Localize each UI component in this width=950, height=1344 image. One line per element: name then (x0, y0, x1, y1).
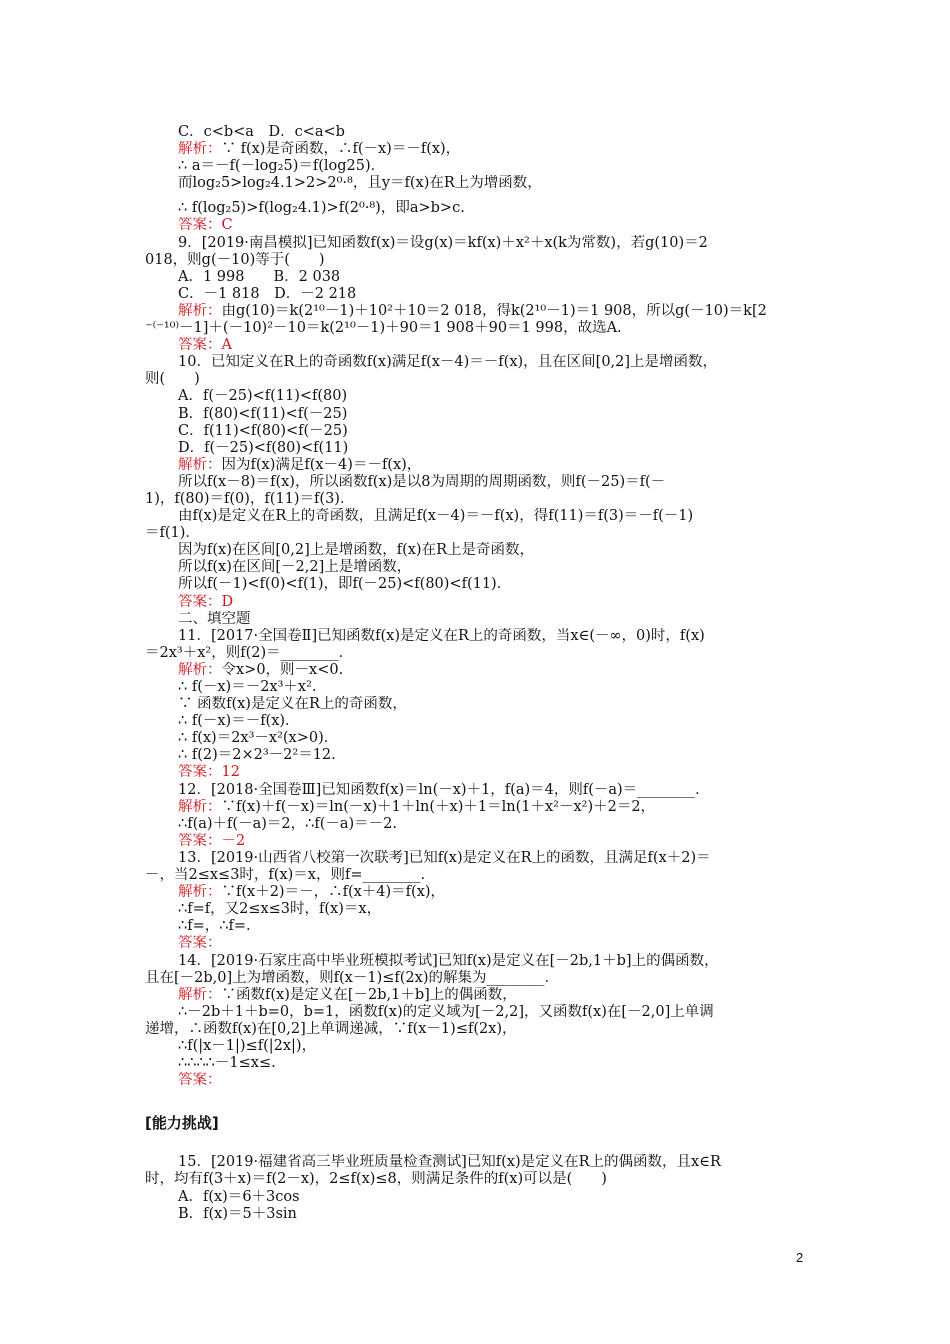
text-line: 时，均有f(3＋x)＝f(2－x)，2≤f(x)≤8，则满足条件的f(x)可以是( ) (145, 1171, 607, 1188)
text-line: A．1 998 B．2 038 (178, 268, 341, 285)
text-line: ∴f=，∴f=. (178, 918, 251, 935)
text-line: 018，则g(－10)等于( ) (145, 251, 325, 268)
text-line: 所以f(x)在区间[－2,2]上是增函数， (178, 559, 412, 576)
text-line: 所以f(x－8)＝f(x)，所以函数f(x)是以8为周期的周期函数，则f(－25)＝f(－ (178, 473, 666, 490)
text-line: 11．[2017·全国卷Ⅱ]已知函数f(x)是定义在R上的奇函数，当x∈(－∞，0)时，f(x) (178, 627, 705, 644)
document-body (145, 124, 815, 1223)
text-line: ∴ f(x)＝2x³－x²(x>0)． (178, 730, 339, 747)
text-line: 答案：A (178, 337, 232, 354)
spacer (145, 192, 815, 200)
text-line: 解析：∵f(x＋2)＝－，∴f(x＋4)＝f(x)， (178, 884, 446, 901)
text-line: ∴f=f，又2≤x≤3时，f(x)＝x， (178, 901, 382, 918)
text-line: ∴f(a)＋f(－a)＝2，∴f(－a)＝－2. (178, 815, 397, 832)
text-line: ∴ a＝－f(－log₂5)＝f(log25)． (178, 158, 386, 175)
analysis-label: 解析： (178, 798, 222, 815)
text-line: 10．已知定义在R上的奇函数f(x)满足f(x－4)＝－f(x)，且在区间[0,2]上是增函数， (178, 354, 718, 371)
text-line: B．f(80)<f(11)<f(－25) (178, 405, 348, 422)
text-line: 答案：D (178, 593, 234, 610)
text-line: 12．[2018·全国卷Ⅲ]已知函数f(x)＝ln(－x)＋1，f(a)＝4，则f(－a)＝________． (178, 781, 710, 798)
text-line: A．f(x)＝6＋3cos (178, 1188, 300, 1205)
text-line: ＝2x³＋x²，则f(2)＝________． (145, 644, 354, 661)
spacer (145, 1132, 815, 1154)
text-line: 递增，∴函数f(x)在[0,2]上单调递减，∵f(x－1)≤f(2x)， (145, 1020, 517, 1037)
section-heading: [能力挑战] (145, 1115, 219, 1133)
text-line: 而log₂5>log₂4.1>2>2⁰·⁸，且y＝f(x)在R上为增函数， (178, 175, 542, 192)
text-line: 解析：∵ f(x)是奇函数，∴f(－x)＝－f(x)， (178, 141, 461, 158)
text-line: 14．[2019·石家庄高中毕业班模拟考试]已知f(x)是定义在[－2b,1＋b]上的偶函数， (178, 952, 719, 969)
text-line: B．f(x)＝5＋3sin (178, 1205, 297, 1222)
text-line: ＝f(1)． (145, 525, 200, 542)
text-line: 9．[2019·南昌模拟]已知函数f(x)＝设g(x)＝kf(x)＋x²＋x(k为常数)，若g(10)＝2 (178, 234, 708, 251)
text-line: 答案： (178, 1072, 222, 1089)
text-line: ∵ 函数f(x)是定义在R上的奇函数， (178, 696, 407, 713)
text-line: 15．[2019·福建省高三毕业班质量检查测试]已知f(x)是定义在R上的偶函数，且x∈R (178, 1154, 721, 1171)
text-line: 答案：12 (178, 764, 240, 781)
text-line: ∴－2b＋1＋b=0，b=1，函数f(x)的定义域为[－2,2]，又函数f(x)在[－2,0]上单调 (178, 1003, 714, 1020)
text-line: 解析：∵f(x)＋f(－x)＝ln(－x)＋1＋ln(＋x)＋1＝ln(1＋x²－x²)＋2＝2， (178, 798, 656, 815)
page-number: 2 (796, 1250, 804, 1265)
text-line: ∴ f(2)＝2×2³－2²＝12. (178, 747, 336, 764)
text-line: 则( ) (145, 371, 200, 388)
text-line: ⁻⁽⁻¹⁰⁾－1]＋(－10)²－10＝k(2¹⁰－1)＋90＝1 908＋90＝1 998，故选A. (145, 320, 622, 337)
text-line: 因为f(x)在区间[0,2]上是增函数，f(x)在R上是奇函数， (178, 542, 535, 559)
text-line: 13．[2019·山西省八校第一次联考]已知f(x)是定义在R上的函数，且满足f(x＋2)＝ (178, 849, 711, 866)
text-line: ∴∴∴∴－1≤x≤. (178, 1055, 276, 1072)
text-line: C．f(11)<f(80)<f(－25) (178, 422, 348, 439)
analysis-label: 解析： (178, 884, 222, 901)
text-line: 答案：－2 (178, 832, 246, 849)
text-line: 且在[－2b,0]上为增函数，则f(x－1)≤f(2x)的解集为________． (145, 969, 559, 986)
text-line: 解析：由g(10)＝k(2¹⁰－1)＋10²＋10＝2 018，得k(2¹⁰－1)＝1 908，所以g(－10)＝k[2 (178, 302, 767, 319)
spacer (145, 1089, 815, 1111)
text-line: ∴ f(log₂5)>f(log₂4.1)>f(2⁰·⁸)，即a>b>c. (178, 200, 465, 217)
text-line: －，当2≤x≤3时，f(x)＝x，则f=________. (145, 867, 426, 884)
text-line: 二、填空题 (178, 610, 251, 627)
text-line: ∴ f(－x)＝－2x³＋x². (178, 679, 317, 695)
text-line: ∴f(|x－1|)≤f(|2x|)， (178, 1037, 317, 1054)
text-line: 解析：令x>0，则－x<0. (178, 661, 344, 678)
analysis-label: 解析： (178, 141, 222, 158)
text-line: 由f(x)是定义在R上的奇函数，且满足f(x－4)＝－f(x)，得f(11)＝f(3)＝－f(－1) (178, 508, 694, 525)
text-line: D．f(－25)<f(80)<f(11) (178, 439, 349, 456)
text-line: C．－1 818 D．－2 218 (178, 285, 357, 302)
text-line: 解析：∵函数f(x)是定义在[－2b,1＋b]上的偶函数， (178, 986, 517, 1003)
text-line: 所以f(－1)<f(0)<f(1)，即f(－25)<f(80)<f(11)． (178, 576, 512, 593)
text-line: 答案： (178, 935, 222, 952)
analysis-label: 解析： (178, 986, 222, 1003)
analysis-label: 解析： (178, 456, 222, 473)
text-line: ∴ f(－x)＝－f(x)． (178, 713, 300, 730)
text-line: 1)，f(80)＝f(0)，f(11)＝f(3)． (145, 490, 355, 507)
text-line: C．c<b<a D．c<a<b (178, 124, 345, 140)
analysis-label: 解析： (178, 302, 222, 319)
text-line: 解析：因为f(x)满足f(x－4)＝－f(x)， (178, 456, 422, 473)
text-line: 答案：C (178, 217, 233, 234)
analysis-label: 解析： (178, 661, 222, 678)
text-line: A．f(－25)<f(11)<f(80) (178, 388, 348, 405)
